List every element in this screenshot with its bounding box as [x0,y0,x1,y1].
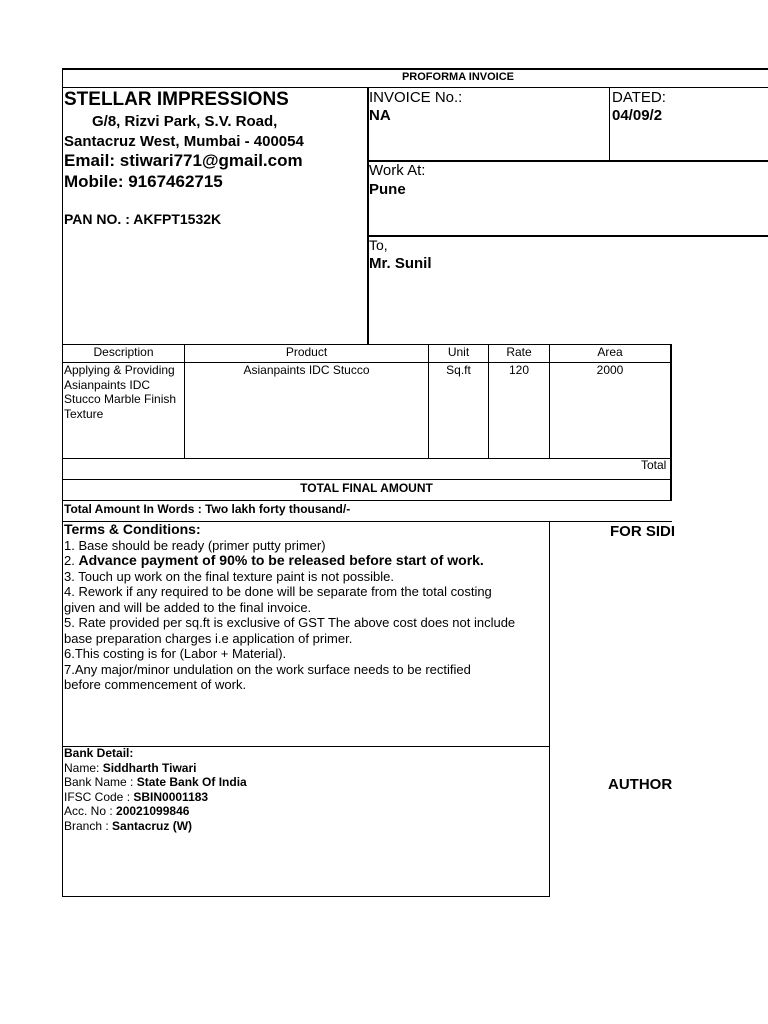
bank-acc-value: 20021099846 [116,804,190,818]
company-divider [367,87,369,344]
bank-bank-value: State Bank Of India [136,775,247,789]
table-row-bottom [62,458,672,459]
document-title: PROFORMA INVOICE [401,71,515,83]
term-line-prefix: 2. [64,553,79,568]
bank-bank-row [64,775,247,790]
bank-branch-value: Santacruz (W) [112,818,193,833]
terms-block [64,522,515,693]
table-col-2 [428,344,429,458]
row-area: 2000 [596,363,624,377]
row-description [64,363,176,421]
bank-ifsc-value: SBIN0001183 [133,789,209,804]
bank-bank-label: Bank Name : [64,775,137,789]
table-col-1 [184,344,185,458]
row-product: Asianpaints IDC Stucco [243,363,370,377]
to-value: Mr. Sunil [369,255,432,272]
title-divider [62,87,768,88]
bank-name-row [64,761,247,776]
row-unit: Sq.ft [446,363,471,377]
col-header-area: Area [597,345,623,359]
for-company-label: FOR SIDI [610,523,676,540]
company-mobile: Mobile: 9167462715 [64,172,223,191]
bank-ifsc-row [64,790,247,805]
company-pan: PAN NO. : AKFPT1532K [64,211,222,227]
top-border [62,68,768,70]
row-description-line: Applying & Providing [64,363,175,377]
term-line: 1. Base should be ready (primer putty primer) [64,537,326,553]
amount-in-words: Total Amount In Words : Two lakh forty thousand/- [64,502,351,516]
col-header-unit: Unit [447,345,470,359]
col-header-rate: Rate [506,345,532,359]
term-line: before commencement of work. [64,677,247,692]
bank-name-label: Name: [64,760,103,775]
term-line: 3. Touch up work on the final texture paint is not possible. [64,568,395,584]
page-bottom [62,896,550,897]
authorised-label: AUTHOR [608,776,673,793]
row-description-line: Texture [64,406,104,421]
workat-divider [367,235,768,237]
total-final-amount-label: TOTAL FINAL AMOUNT [300,481,433,495]
terms-right-border [549,521,550,897]
total-label: Total [641,458,667,472]
term-line: 7.Any major/minor undulation on the work surface needs to be rectified [64,661,471,677]
work-at-label: Work At: [369,162,426,179]
bank-ifsc-label: IFSC Code : [64,789,134,804]
row-description-line: Asianpaints IDC [64,377,151,392]
dated-divider [609,87,610,161]
term-line: 6.This costing is for (Labor + Material). [64,646,287,661]
col-header-description: Description [93,345,154,359]
dated-label: DATED: [612,89,666,106]
invoice-number-value: NA [369,107,391,124]
term-line: 5. Rate provided per sq.ft is exclusive of GST The above cost does not include [64,615,516,630]
company-address-line1: G/8, Rizvi Park, S.V. Road, [92,113,278,130]
bank-title: Bank Detail: [64,746,134,760]
bank-branch-label: Branch : [64,818,113,833]
bank-name-value: Siddharth Tiwari [102,760,197,775]
table-right-border [670,344,672,501]
table-col-3 [488,344,489,458]
bank-acc-label: Acc. No : [64,804,117,818]
dated-value: 04/09/2 [612,107,663,124]
row-rate: 120 [508,363,530,377]
table-col-4 [549,344,550,458]
term-line: 4. Rework if any required to be done will be separate from the total costing [64,584,492,599]
company-name: STELLAR IMPRESSIONS [64,89,289,110]
term-line: given and will be added to the final invoice. [64,599,312,615]
bank-details [64,746,247,833]
row-description-line: Stucco Marble Finish [64,392,177,406]
work-at-value: Pune [369,181,406,198]
company-address-line2: Santacruz West, Mumbai - 400054 [64,133,304,150]
terms-title: Terms & Conditions: [64,521,201,537]
invoice-number-label: INVOICE No.: [369,89,463,106]
total-row-bottom [62,479,672,480]
col-header-product: Product [285,345,328,359]
term-line: base preparation charges i.e application of primer. [64,630,353,646]
bank-acc-row [64,804,247,819]
invoice-divider [367,160,768,162]
final-row-bottom [62,500,672,501]
term-line-bold: Advance payment of 90% to be released before start of work. [78,552,484,568]
company-email: Email: stiwari771@gmail.com [64,151,303,170]
term-line [64,553,515,569]
bank-branch-row [64,819,247,834]
to-label: To, [369,237,388,253]
